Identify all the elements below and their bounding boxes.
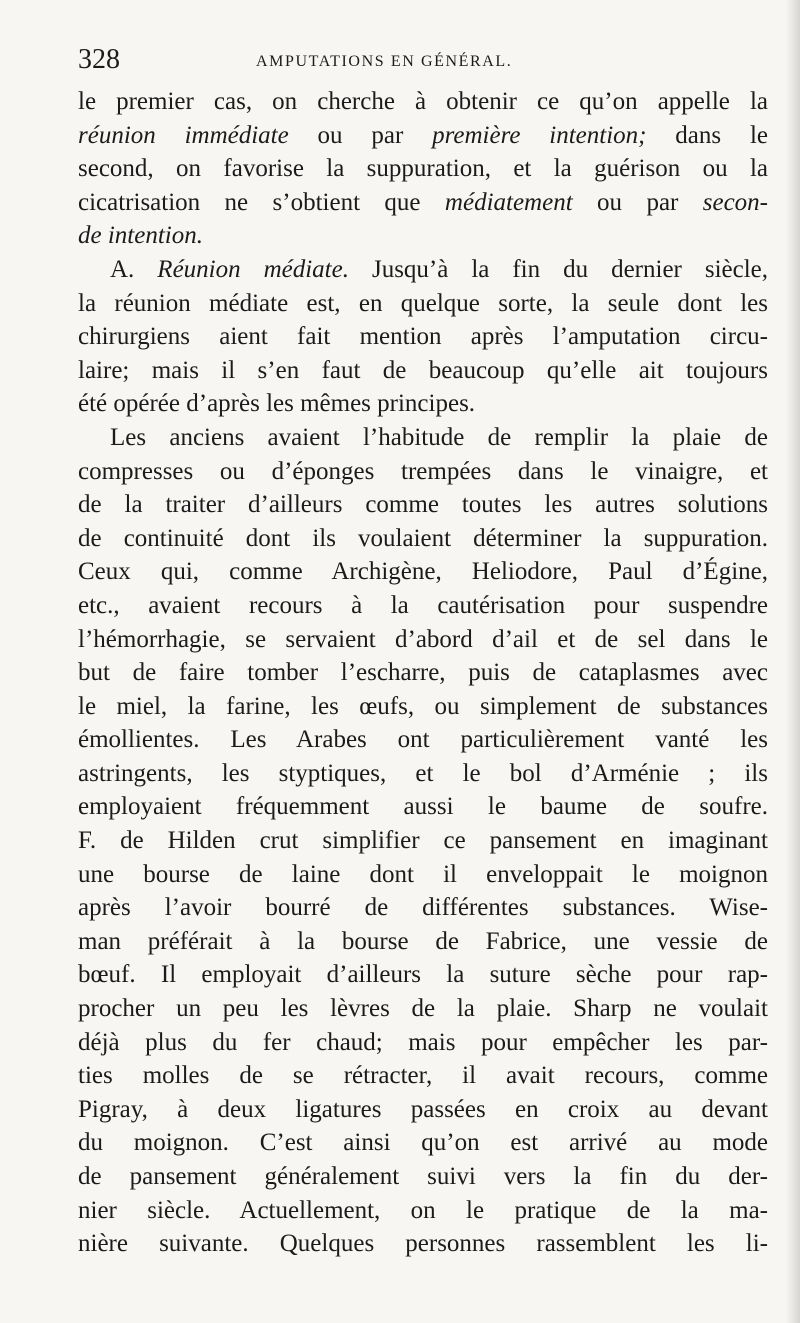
text-line	[78, 1194, 768, 1228]
text-segment: après l’avoir bourré de différentes substances. Wise-	[78, 894, 768, 922]
text-line	[78, 690, 768, 724]
body-text	[78, 85, 768, 1261]
text-segment: A.	[110, 255, 158, 283]
text-line	[78, 623, 768, 657]
text-line	[78, 1026, 768, 1060]
text-line	[78, 320, 768, 354]
italic-text: Réunion médiate.	[157, 255, 349, 283]
text-line	[78, 891, 768, 925]
italic-text: secon-	[702, 188, 768, 216]
italic-text: réunion immédiate	[78, 121, 289, 149]
text-line	[78, 287, 768, 321]
text-segment: F. de Hilden crut simplifier ce pansement en imaginant	[78, 827, 768, 855]
text-line	[78, 253, 768, 287]
text-line	[78, 186, 768, 220]
text-segment: l’hémorrhagie, se servaient d’abord d’ail et de sel dans le	[78, 625, 768, 653]
text-line	[78, 354, 768, 388]
text-line	[78, 219, 768, 253]
text-segment: nier siècle. Actuellement, on le pratique de la ma-	[78, 1196, 768, 1224]
text-segment: man préférait à la bourse de Fabrice, une vessie de	[78, 927, 768, 955]
text-segment: ties molles de se rétracter, il avait recours, comme	[78, 1062, 768, 1090]
text-segment: le miel, la farine, les œufs, ou simplement de substances	[78, 692, 768, 720]
text-segment: compresses ou d’éponges trempées dans le vinaigre, et	[78, 457, 768, 485]
text-line	[78, 589, 768, 623]
text-segment: de la traiter d’ailleurs comme toutes les autres solutions	[78, 491, 768, 519]
text-line	[78, 858, 768, 892]
text-line	[78, 1160, 768, 1194]
text-line	[78, 455, 768, 489]
text-segment: déjà plus du fer chaud; mais pour empêcher les par-	[78, 1028, 768, 1056]
text-line	[78, 1093, 768, 1127]
text-line	[78, 958, 768, 992]
text-line	[78, 824, 768, 858]
text-line	[78, 522, 768, 556]
italic-text: médiatement	[444, 188, 573, 216]
text-segment: nière suivante. Quelques personnes rassemblent les li-	[78, 1230, 768, 1258]
text-segment: but de faire tomber l’escharre, puis de cataplasmes avec	[78, 659, 768, 687]
text-segment: du moignon. C’est ainsi qu’on est arrivé au mode	[78, 1129, 768, 1157]
text-segment: la réunion médiate est, en quelque sorte, la seule dont les	[78, 289, 768, 317]
text-segment: émollientes. Les Arabes ont particulièrement vanté les	[78, 726, 768, 754]
text-segment: le premier cas, on cherche à obtenir ce qu’on appelle la	[78, 88, 768, 115]
text-segment: dans le	[646, 121, 768, 149]
text-segment: laire; mais il s’en faut de beaucoup qu’elle ait toujours	[78, 356, 768, 384]
text-line	[78, 555, 768, 589]
text-segment: de pansement généralement suivi vers la fin du der-	[78, 1163, 768, 1190]
text-segment: été opérée d’après les mêmes principes.	[78, 390, 476, 418]
page-header	[78, 42, 768, 82]
text-segment: Ceux qui, comme Archigène, Heliodore, Paul d’Égine,	[78, 558, 768, 586]
text-segment: procher un peu les lèvres de la plaie. Sharp ne voulait	[78, 995, 768, 1023]
text-line	[78, 790, 768, 824]
italic-text: première intention;	[432, 121, 647, 149]
text-segment: ou par	[572, 188, 703, 216]
text-line	[78, 152, 768, 186]
text-segment: Jusqu’à la fin du dernier siècle,	[348, 255, 769, 283]
text-line	[78, 1059, 768, 1093]
text-segment: cicatrisation ne s’obtient que	[78, 188, 445, 216]
text-segment: chirurgiens aient fait mention après l’amputation circu-	[78, 323, 768, 351]
text-segment: employaient fréquemment aussi le baume de soufre.	[78, 793, 768, 821]
text-segment: Les anciens avaient l’habitude de remplir la plaie de	[110, 423, 768, 451]
text-line	[78, 723, 768, 757]
text-line	[78, 119, 768, 153]
text-segment: astringents, les styptiques, et le bol d’Arménie ; ils	[78, 759, 768, 787]
text-line	[78, 1126, 768, 1160]
text-line	[78, 1227, 768, 1261]
text-line	[78, 387, 768, 421]
page-number: 328	[78, 44, 120, 75]
text-segment: bœuf. Il employait d’ailleurs la suture sèche pour rap-	[78, 961, 768, 989]
text-line	[78, 85, 768, 119]
text-segment: second, on favorise la suppuration, et la guérison ou la	[78, 155, 768, 183]
italic-text: de intention.	[78, 222, 203, 250]
text-line	[78, 421, 768, 455]
text-line	[78, 488, 768, 522]
running-title: AMPUTATIONS EN GÉNÉRAL.	[256, 53, 513, 70]
text-segment: de continuité dont ils voulaient déterminer la suppuration.	[78, 524, 768, 552]
text-line	[78, 925, 768, 959]
text-line	[78, 656, 768, 690]
text-segment: Pigray, à deux ligatures passées en croix au devant	[78, 1095, 768, 1123]
text-segment: ou par	[288, 121, 433, 149]
text-line	[78, 992, 768, 1026]
text-segment: une bourse de laine dont il enveloppait le moignon	[78, 860, 768, 888]
text-line	[78, 757, 768, 791]
text-segment: etc., avaient recours à la cautérisation pour suspendre	[78, 591, 768, 619]
